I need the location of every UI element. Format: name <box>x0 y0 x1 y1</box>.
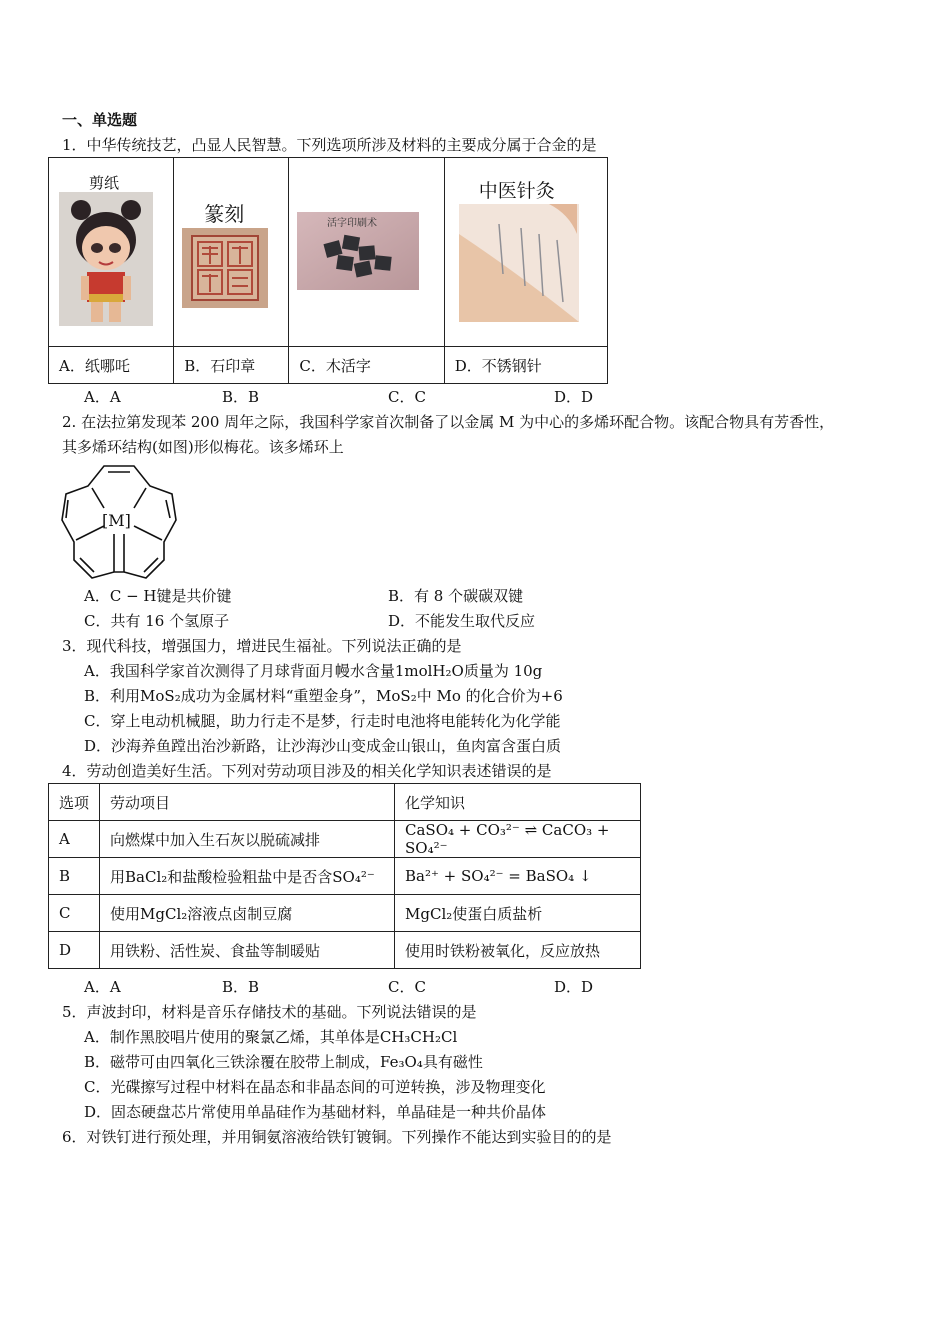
q3-option-b[interactable]: B．利用MoS₂成功为金属材料“重塑金身”，MoS₂中 Mo 的化合价为+6 <box>84 687 563 705</box>
q2-stem-line1: 2. 在法拉第发现苯 200 周年之际，我国科学家首次制备了以金属 M 为中心的多烯环配合物。该配合物具有芳香性， <box>62 413 835 431</box>
nezha-figure-icon <box>59 192 153 326</box>
polyene-ring-structure-icon <box>56 460 182 582</box>
q1-image-d <box>444 158 607 347</box>
acupuncture-icon <box>459 204 579 322</box>
table-cell-option: D <box>49 932 100 969</box>
q2-option-b[interactable]: B．有 8 个碳碳双键 <box>388 587 524 605</box>
table-row <box>49 858 641 895</box>
q1-stem: 1．中华传统技艺，凸显人民智慧。下列选项所涉及材料的主要成分属于合金的是 <box>62 136 597 154</box>
q1-option-d[interactable]: D．D <box>554 388 594 406</box>
q5-option-c[interactable]: C．光碟擦写过程中材料在晶态和非晶态间的可逆转换，涉及物理变化 <box>84 1078 546 1096</box>
q1-option-b[interactable]: B．B <box>222 388 260 406</box>
table-header-knowledge: 化学知识 <box>395 784 641 821</box>
section-title: 一、单选题 <box>62 111 138 129</box>
stone-seal-icon <box>182 228 268 308</box>
q2-option-d[interactable]: D．不能发生取代反应 <box>388 612 536 630</box>
table-header-row <box>49 784 641 821</box>
q1-caption-c: C．木活字 <box>289 347 444 384</box>
q1-caption-b: B．石印章 <box>174 347 289 384</box>
q4-table <box>48 783 641 969</box>
q1-caption-a: A．纸哪吒 <box>49 347 174 384</box>
q5-stem: 5．声波封印，材料是音乐存储技术的基础。下列说法错误的是 <box>62 1003 477 1021</box>
table-cell-task: 用铁粉、活性炭、食盐等制暖贴 <box>100 932 395 969</box>
q3-option-c[interactable]: C．穿上电动机械腿，助力行走不是梦，行走时电池将电能转化为化学能 <box>84 712 561 730</box>
table-header-option: 选项 <box>49 784 100 821</box>
q1-option-c[interactable]: C．C <box>388 388 426 406</box>
q3-stem: 3．现代科技，增强国力，增进民生福祉。下列说法正确的是 <box>62 637 462 655</box>
table-cell-option: C <box>49 895 100 932</box>
q1-image-b <box>174 158 289 347</box>
q1-image-a <box>49 158 174 347</box>
table-row <box>49 932 641 969</box>
q5-option-a[interactable]: A．制作黑胶唱片使用的聚氯乙烯，其单体是CH₃CH₂Cl <box>84 1028 458 1046</box>
q1-image-c <box>289 158 444 347</box>
q1-image-table <box>48 157 608 384</box>
table-cell-task: 向燃煤中加入生石灰以脱硫减排 <box>100 821 395 858</box>
table-cell-option: A <box>49 821 100 858</box>
image-label-d: 中医针灸 <box>478 180 555 202</box>
table-cell-knowledge: 使用时铁粉被氧化，反应放热 <box>395 932 641 969</box>
table-cell-knowledge: CaSO₄ + CO₃²⁻ ⇌ CaCO₃ + SO₄²⁻ <box>395 821 641 858</box>
table-cell-option: B <box>49 858 100 895</box>
table-row <box>49 821 641 858</box>
table-cell-knowledge: MgCl₂使蛋白质盐析 <box>395 895 641 932</box>
table-row <box>49 895 641 932</box>
q6-stem: 6．对铁钉进行预处理，并用铜氨溶液给铁钉镀铜。下列操作不能达到实验目的的是 <box>62 1128 612 1146</box>
q1-option-a[interactable]: A．A <box>84 388 121 406</box>
q4-option-c[interactable]: C．C <box>388 978 426 996</box>
image-label-b: 篆刻 <box>204 202 245 226</box>
q3-option-a[interactable]: A．我国科学家首次测得了月球背面月幔水含量1molH₂O质量为 10g <box>84 662 543 680</box>
image-label-a: 剪纸 <box>89 174 120 192</box>
q4-option-d[interactable]: D．D <box>554 978 594 996</box>
q5-option-b[interactable]: B．磁带可由四氧化三铁涂覆在胶带上制成，Fe₃O₄具有磁性 <box>84 1053 483 1071</box>
q4-stem: 4．劳动创造美好生活。下列对劳动项目涉及的相关化学知识表述错误的是 <box>62 762 552 780</box>
movable-type-caption: 活字印刷术 <box>327 218 378 229</box>
table-cell-task: 用BaCl₂和盐酸检验粗盐中是否含SO₄²⁻ <box>100 858 395 895</box>
q1-caption-d: D．不锈钢针 <box>444 347 607 384</box>
table-cell-task: 使用MgCl₂溶液点卤制豆腐 <box>100 895 395 932</box>
q5-option-d[interactable]: D．固态硬盘芯片常使用单晶硅作为基础材料，单晶硅是一种共价晶体 <box>84 1103 547 1121</box>
metal-center-label: [M] <box>102 511 131 530</box>
q2-option-a[interactable]: A．C − H键是共价键 <box>84 587 232 605</box>
movable-type-icon <box>297 212 419 290</box>
q2-stem-line2: 其多烯环结构(如图)形似梅花。该多烯环上 <box>62 438 344 456</box>
table-header-task: 劳动项目 <box>100 784 395 821</box>
q3-option-d[interactable]: D．沙海养鱼蹚出治沙新路，让沙海沙山变成金山银山，鱼肉富含蛋白质 <box>84 737 562 755</box>
table-cell-knowledge: Ba²⁺ + SO₄²⁻ = BaSO₄ ↓ <box>395 858 641 895</box>
q4-option-b[interactable]: B．B <box>222 978 260 996</box>
q2-option-c[interactable]: C．共有 16 个氢原子 <box>84 612 230 630</box>
q4-option-a[interactable]: A．A <box>84 978 121 996</box>
